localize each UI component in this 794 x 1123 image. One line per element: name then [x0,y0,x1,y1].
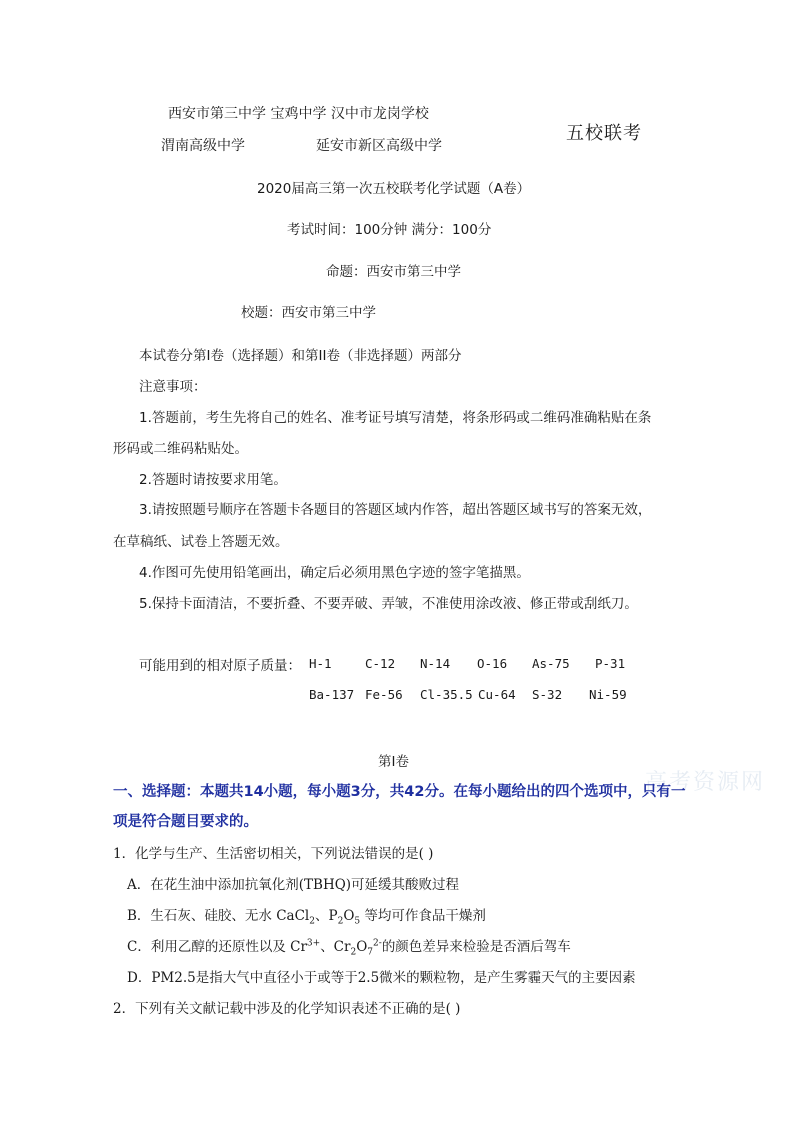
notice-5: 5.保持卡面清洁，不要折叠、不要弄破、弄皱，不准使用涂改液、修正带或刮纸刀。 [139,596,638,612]
five-school-stamp: 五校联考 [566,123,642,144]
option-c-subscript: 7 [367,947,374,958]
option-b-subscript: 2 [337,916,344,927]
section-title: 第I卷 [378,754,409,770]
option-c-text-mid: 、Cr [320,939,351,955]
option-c-superscript: 3+ [306,938,321,949]
option-c-text-start: C．利用乙醇的还原性以及 Cr [127,939,307,955]
notice-4: 4.作图可先使用铅笔画出，确定后必须用黑色字迹的签字笔描黑。 [139,565,530,581]
atomic-mass-cl: Cl-35.5 [420,687,473,702]
section-heading-line2: 项是符合题目要求的。 [113,814,258,830]
notice-3-line2: 在草稿纸、试卷上答题无效。 [113,534,289,550]
option-b-subscript: 5 [354,916,361,927]
school-names-line1: 西安市第三中学 宝鸡中学 汉中市龙岗学校 [168,106,429,122]
option-b-text-start: B．生石灰、硅胶、无水 CaCl [127,908,310,924]
atomic-mass-fe: Fe-56 [365,687,403,702]
exam-info: 考试时间：100分钟 满分：100分 [287,222,492,238]
question-1-option-c [127,935,571,958]
option-c-subscript: 2 [350,947,357,958]
reviewer-line: 校题：西安市第三中学 [241,305,376,321]
question-1-option-b [127,904,486,927]
atomic-mass-ni: Ni-59 [589,687,627,702]
atomic-mass-s: S-32 [532,687,563,702]
question-1-option-a: A．在花生油中添加抗氧化剂(TBHQ)可延缓其酸败过程 [127,877,460,893]
atomic-mass-ba: Ba-137 [309,687,355,702]
intro-line: 本试卷分第I卷（选择题）和第II卷（非选择题）两部分 [139,348,462,364]
option-b-text-mid: 、P [314,908,338,924]
question-1-stem: 1．化学与生产、生活密切相关，下列说法错误的是( ) [113,846,434,862]
notice-1-line2: 形码或二维码粘贴处。 [113,441,248,457]
question-2-stem: 2．下列有关文献记载中涉及的化学知识表述不正确的是( ) [113,1001,461,1017]
atomic-mass-n: N-14 [420,656,451,671]
school-name-weinan: 渭南高级中学 [161,138,245,154]
section-heading-line1: 一、选择题：本题共14小题，每小题3分，共42分。在每小题给出的四个选项中，只有一 [113,784,686,800]
option-b-text-end: 等均可作食品干燥剂 [360,908,486,924]
atomic-mass-o: O-16 [477,656,508,671]
atomic-mass-c: C-12 [365,656,396,671]
option-b-subscript: 2 [309,916,315,927]
notice-2: 2.答题时请按要求用笔。 [139,472,287,488]
notice-3-line1: 3.请按照题号顺序在答题卡各题目的答题区域内作答，超出答题区域书写的答案无效， [139,502,652,518]
atomic-mass-label: 可能用到的相对原子质量： [139,658,301,674]
school-name-yanan: 延安市新区高级中学 [316,138,442,154]
option-c-text-end: 的颜色差异来检验是否酒后驾车 [381,939,571,955]
watermark: 高考资源网 [645,770,766,795]
question-1-option-d: D．PM2.5是指大气中直径小于或等于2.5微米的颗粒物，是产生雾霾天气的主要因素 [127,970,636,986]
atomic-mass-h: H-1 [309,656,332,671]
option-c-text-mid: O [356,939,368,955]
atomic-mass-p: P-31 [595,656,626,671]
exam-title: 2020届高三第一次五校联考化学试题（A卷） [257,181,531,197]
option-c-superscript: 2- [373,938,382,949]
notice-1-line1: 1.答题前，考生先将自己的姓名、准考证号填写清楚，将条形码或二维码准确粘贴在条 [139,410,652,426]
setter-line: 命题：西安市第三中学 [326,264,461,280]
atomic-mass-as: As-75 [532,656,570,671]
atomic-mass-cu: Cu-64 [478,687,516,702]
notice-heading: 注意事项： [139,379,207,395]
option-b-text-mid: O [343,908,355,924]
